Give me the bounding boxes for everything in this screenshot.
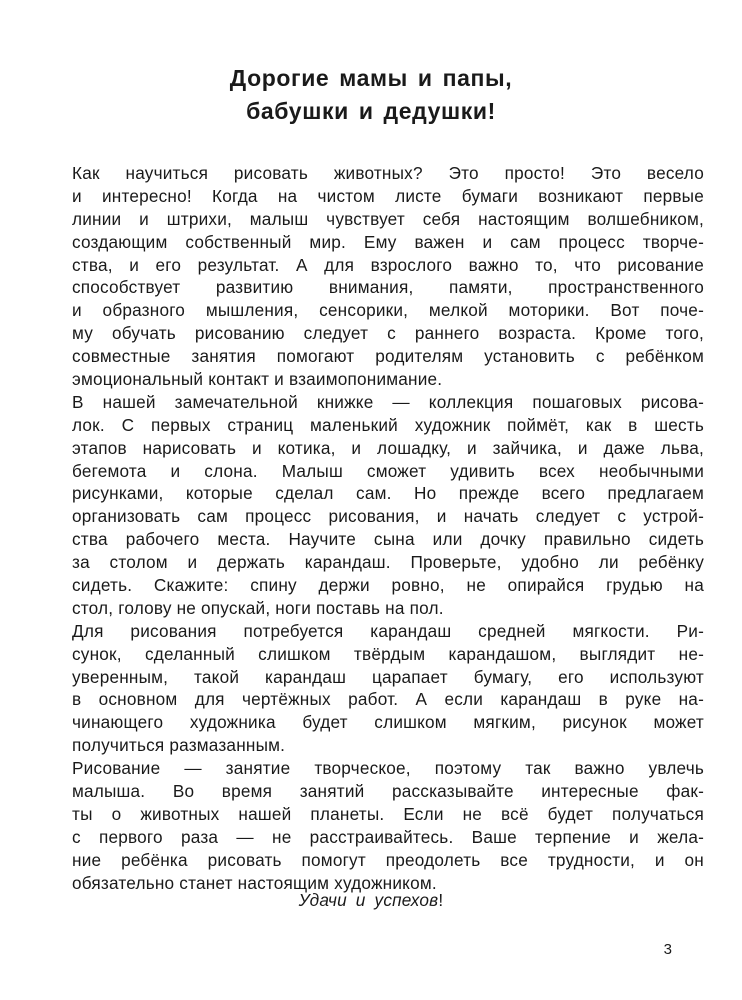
text-line: и образного мышления, сенсорики, мелкой моторики. Вот поче- [72,300,704,321]
paragraph-4 [72,757,704,894]
paragraph-1 [72,162,704,391]
text-line: сунок, сделанный слишком твёрдым карандашом, выглядит не- [72,643,704,664]
closing-wish-italic: Удачи и успехов [298,890,439,910]
text-line: ства, и его результат. А для взрослого важно то, что рисование [72,254,704,275]
text-line: организовать сам процесс рисования, и начать следует с устрой- [72,506,704,527]
text-line: и интересно! Когда на чистом листе бумаги возникают первые [72,185,704,206]
text-line: Для рисования потребуется карандаш средней мягкости. Ри- [72,620,704,641]
text-line: рисунками, которые сделал сам. Но прежде всего предлагаем [72,483,704,504]
text-line: с первого раза — не расстраивайтесь. Ваше терпение и жела- [72,826,704,847]
heading-line-1: Дорогие мамы и папы, [229,65,513,91]
page-heading [0,62,742,128]
text-line: Рисование — занятие творческое, поэтому так важно увлечь [72,758,704,779]
text-line: за столом и держать карандаш. Проверьте, удобно ли ребёнку [72,552,704,573]
text-line: бегемота и слона. Малыш сможет удивить всех необычными [72,460,704,481]
text-line: малыша. Во время занятий рассказывайте интересные фак- [72,781,704,802]
text-line: ты о животных нашей планеты. Если не всё будет получаться [72,803,704,824]
body-text [72,162,704,895]
paragraph-2 [72,391,704,620]
text-line: В нашей замечательной книжке — коллекция пошаговых рисова- [72,391,704,412]
text-line: му обучать рисованию следует с раннего возраста. Кроме того, [72,323,704,344]
text-line: Как научиться рисовать животных? Это просто! Это весело [72,163,704,183]
closing-wish [0,889,742,912]
text-line: совместные занятия помогают родителям установить с ребёнком [72,346,704,367]
text-line: ства рабочего места. Научите сына или дочку правильно сидеть [72,529,704,550]
text-line: линии и штрихи, малыш чувствует себя настоящим волшебником, [72,208,704,229]
closing-wish-punct: ! [438,890,444,910]
text-line: стол, голову не опускай, ноги поставь на пол. [72,597,444,618]
text-line: создающим собственный мир. Ему важен и сам процесс творче- [72,231,704,252]
paragraph-3 [72,620,704,757]
text-line: уверенным, такой карандаш царапает бумагу, его используют [72,666,704,687]
heading-line-2: бабушки и дедушки! [246,98,496,124]
text-line: чинающего художника будет слишком мягким, рисунок может [72,712,704,733]
text-line: этапов нарисовать и котика, и лошадку, и зайчика, и даже льва, [72,437,704,458]
text-line: лок. С первых страниц маленький художник поймёт, как в шесть [72,414,704,435]
text-line: способствует развитию внимания, памяти, пространственного [72,277,704,298]
text-line: получиться размазанным. [72,735,286,756]
text-line: обязательно станет настоящим художником. [72,872,437,893]
text-line: эмоциональный контакт и взаимопонимание. [72,369,443,390]
text-line: сидеть. Скажите: спину держи ровно, не опирайся грудью на [72,575,704,596]
text-line: ние ребёнка рисовать помогут преодолеть все трудности, и он [72,849,704,870]
page-number: 3 [663,941,672,958]
text-line: в основном для чертёжных работ. А если карандаш в руке на- [72,689,704,710]
